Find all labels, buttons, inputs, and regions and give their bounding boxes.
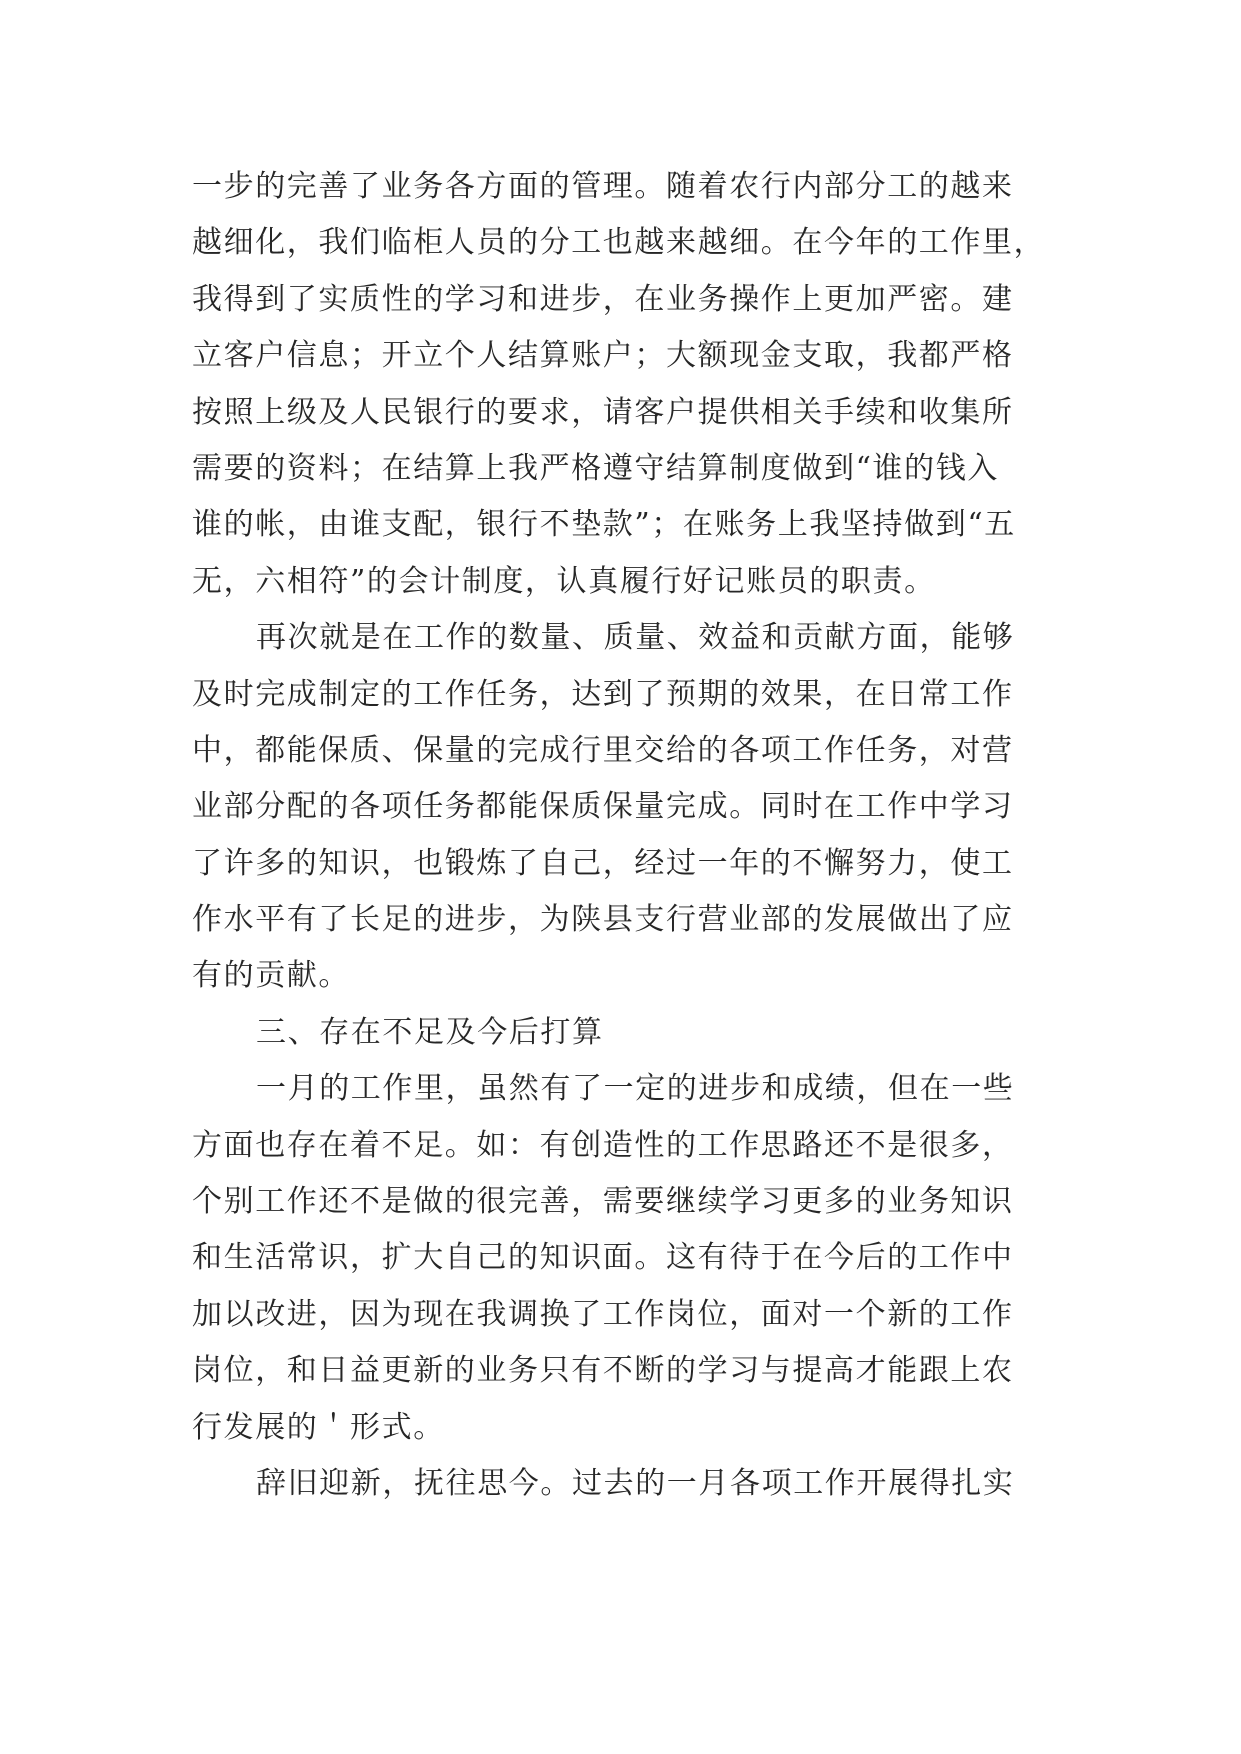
- text-line: 和生活常识，扩大自己的知识面。这有待于在今后的工作中: [192, 1240, 1014, 1276]
- text-line: 岗位，和日益更新的业务只有不断的学习与提高才能跟上农: [192, 1353, 1014, 1389]
- text-line: 按照上级及人民银行的要求，请客户提供相关手续和收集所: [192, 394, 1014, 430]
- text-line: 行发展的＇形式。: [192, 1409, 445, 1445]
- text-line: 辞旧迎新，抚往思今。过去的一月各项工作开展得扎实: [256, 1465, 1015, 1501]
- text-line: 有的贡献。: [192, 958, 350, 994]
- text-line: 及时完成制定的工作任务，达到了预期的效果，在日常工作: [192, 676, 1014, 712]
- text-line: 立客户信息；开立个人结算账户；大额现金支取，我都严格: [192, 338, 1014, 374]
- text-line: 无，六相符”的会计制度，认真履行好记账员的职责。: [192, 563, 936, 599]
- text-line: 需要的资料；在结算上我严格遵守结算制度做到“谁的钱入: [192, 450, 999, 486]
- text-line: 一步的完善了业务各方面的管理。随着农行内部分工的越来: [192, 169, 1014, 204]
- text-line: 业部分配的各项任务都能保质保量完成。同时在工作中学习: [192, 789, 1014, 825]
- text-line: 中，都能保质、保量的完成行里交给的各项工作任务，对营: [192, 732, 1014, 768]
- text-line: 谁的帐，由谁支配，银行不垫款”；在账务上我坚持做到“五: [192, 507, 1016, 543]
- document-body: [192, 159, 1052, 1512]
- text-line: 越细化，我们临柜人员的分工也越来越细。在今年的工作里，: [192, 225, 1046, 261]
- text-line: 个别工作还不是做的很完善，需要继续学习更多的业务知识: [192, 1184, 1014, 1220]
- text-line: 了许多的知识，也锻炼了自己，经过一年的不懈努力，使工: [192, 845, 1014, 881]
- text-line: 三、存在不足及今后打算: [256, 1014, 604, 1050]
- text-line: 方面也存在着不足。如：有创造性的工作思路还不是很多，: [192, 1127, 1014, 1163]
- text-line: 加以改进，因为现在我调换了工作岗位，面对一个新的工作: [192, 1296, 1014, 1332]
- text-line: 作水平有了长足的进步，为陕县支行营业部的发展做出了应: [192, 902, 1014, 938]
- text-line: 我得到了实质性的学习和进步，在业务操作上更加严密。建: [192, 281, 1014, 317]
- text-line: 再次就是在工作的数量、质量、效益和贡献方面，能够: [256, 620, 1015, 656]
- text-line: 一月的工作里，虽然有了一定的进步和成绩，但在一些: [256, 1071, 1015, 1107]
